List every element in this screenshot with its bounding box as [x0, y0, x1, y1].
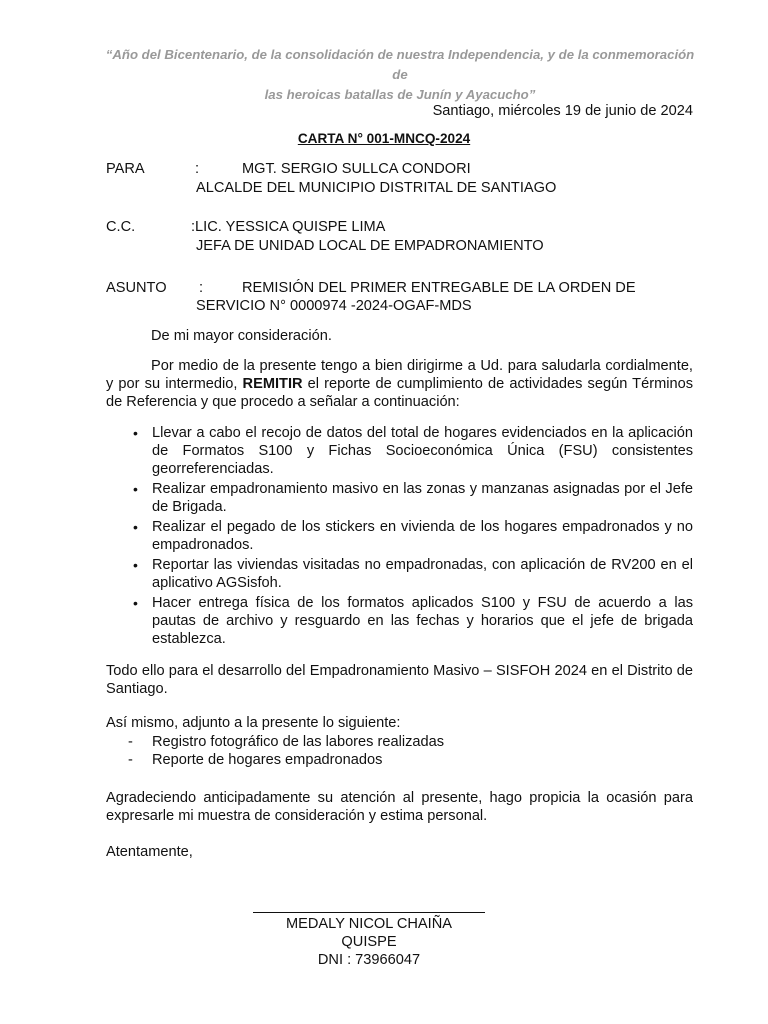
- list-item: [106, 518, 693, 554]
- motto-line-2: las heroicas batallas de Junín y Ayacucho”: [264, 87, 536, 102]
- purpose-paragraph: Todo ello para el desarrollo del Empadronamiento Masivo – SISFOH 2024 en el Distrito de Santiago.: [106, 663, 693, 697]
- cc-position: JEFA DE UNIDAD LOCAL DE EMPADRONAMIENTO: [196, 238, 544, 254]
- activity-text: Reportar las viviendas visitadas no empadronadas, con aplicación de RV200 en el aplicativo AGSisfoh.: [152, 557, 693, 591]
- bullet-icon: •: [133, 481, 138, 497]
- dash-icon: -: [128, 752, 133, 768]
- activities-list: [106, 424, 693, 650]
- closing-paragraph: Agradeciendo anticipadamente su atención al presente, hago propicia la ocasión para expresarle mi muestra de consideración y estima personal.: [106, 790, 693, 824]
- attachment-text: Registro fotográfico de las labores realizadas: [152, 734, 445, 750]
- asunto-label: ASUNTO: [106, 280, 167, 296]
- list-item: [106, 480, 693, 516]
- attachment-text: Reporte de hogares empadronados: [152, 752, 383, 768]
- attachments-intro: Así mismo, adjunto a la presente lo siguiente:: [106, 715, 401, 731]
- intro-bold: REMITIR: [242, 376, 303, 392]
- asunto-line-2: SERVICIO N° 0000974 -2024-OGAF-MDS: [196, 298, 472, 314]
- intro-paragraph: [106, 357, 693, 411]
- para-label: PARA: [106, 161, 145, 177]
- bullet-icon: •: [133, 557, 138, 573]
- cc-label: C.C.: [106, 219, 136, 235]
- para-colon: :: [195, 161, 200, 177]
- signer-name-line-2: QUISPE: [341, 934, 397, 950]
- para-position: ALCALDE DEL MUNICIPIO DISTRITAL DE SANTIAGO: [196, 180, 557, 196]
- motto-line-1: “Año del Bicentenario, de la consolidación de nuestra Independencia, y de la conmemoración de: [105, 47, 695, 82]
- intro-text-1: Por medio de la presente tengo a bien dirigirme a Ud. para saludarla cordialmente, y por su intermedio,: [106, 358, 693, 392]
- intro-text-2: el reporte de cumplimiento de actividades según Términos de Referencia y que procedo a señalar a continuación:: [106, 376, 693, 410]
- dash-icon: -: [128, 734, 133, 750]
- signer-dni: DNI : 73966047: [317, 952, 421, 968]
- farewell: Atentamente,: [106, 844, 193, 860]
- motto-header: [100, 45, 700, 105]
- greeting: De mi mayor consideración.: [151, 328, 332, 344]
- asunto-line-1: REMISIÓN DEL PRIMER ENTREGABLE DE LA ORDEN DE: [242, 280, 636, 296]
- para-name: MGT. SERGIO SULLCA CONDORI: [242, 161, 471, 177]
- activity-text: Realizar empadronamiento masivo en las zonas y manzanas asignadas por el Jefe de Brigada.: [152, 481, 693, 515]
- list-item: [106, 594, 693, 648]
- bullet-icon: •: [133, 425, 138, 441]
- letter-title: CARTA N° 001-MNCQ-2024: [297, 131, 471, 146]
- list-item: [106, 424, 693, 478]
- signer-name-line-1: MEDALY NICOL CHAIÑA: [286, 916, 452, 932]
- list-item: [106, 733, 693, 751]
- bullet-icon: •: [133, 519, 138, 535]
- list-item: [106, 556, 693, 592]
- cc-name: :LIC. YESSICA QUISPE LIMA: [191, 219, 386, 235]
- bullet-icon: •: [133, 595, 138, 611]
- asunto-colon: :: [199, 280, 204, 296]
- list-item: [106, 751, 693, 769]
- activity-text: Llevar a cabo el recojo de datos del total de hogares evidenciados en la aplicación de Formatos S100 y Fichas Socioeconómica Única (FSU) consistentes georreferenciadas.: [152, 425, 693, 477]
- attachments-list: [106, 733, 693, 769]
- signature-line: [253, 912, 485, 913]
- activity-text: Realizar el pegado de los stickers en vivienda de los hogares empadronados y no empadronados.: [152, 519, 693, 553]
- letter-date: Santiago, miércoles 19 de junio de 2024: [432, 103, 693, 119]
- activity-text: Hacer entrega física de los formatos aplicados S100 y FSU de acuerdo a las pautas de archivo y resguardo en las fechas y horarios que el jefe de brigada establezca.: [152, 595, 693, 647]
